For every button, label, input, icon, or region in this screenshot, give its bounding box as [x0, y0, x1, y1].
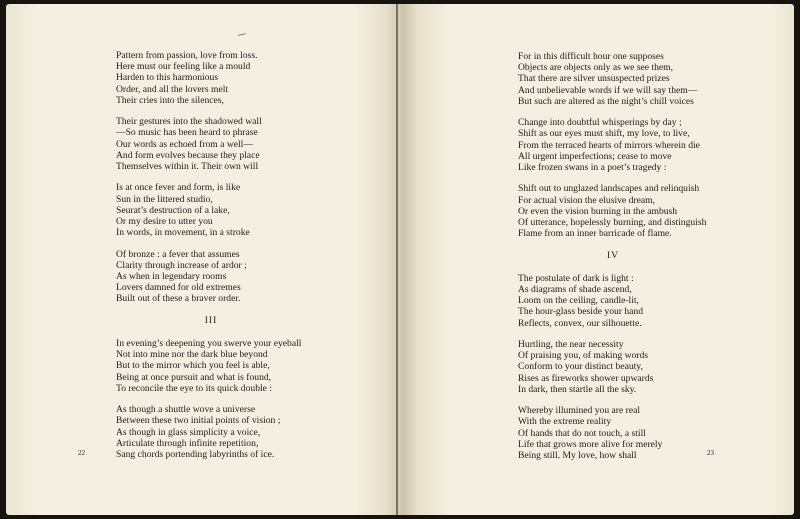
poem-line: Between these two initial points of vision ; — [116, 415, 281, 427]
poem-line: Their gestures into the shadowed wall — [116, 116, 262, 128]
stanza — [116, 249, 306, 305]
poem-line: Whereby illumined you are real — [518, 405, 641, 417]
poem-line: But to the mirror which you feel is able, — [116, 360, 270, 372]
poem-line: And unbelievable words if we will say them— — [518, 84, 698, 96]
open-book — [6, 4, 794, 515]
poem-line: Being at once pursuit and what is found, — [116, 371, 272, 383]
poem-line: From the terraced hearts of mirrors wherein die — [518, 139, 700, 151]
poem-line: The hour-glass beside your hand — [518, 306, 644, 318]
poem-line: Life that grows more alive for merely — [518, 438, 663, 450]
poem-line: As when in legendary rooms — [116, 271, 227, 283]
poem-line: Built out of these a braver order. — [116, 293, 241, 305]
poem-line: Shift as our eyes must shift, my love, to live, — [518, 128, 690, 140]
poem-line: In dark, then startle all the sky. — [518, 383, 637, 395]
poem-line: Our words as echoed from a well— — [116, 138, 253, 150]
stanza — [116, 338, 306, 394]
poem-line: Order, and all the lovers melt — [116, 83, 229, 95]
left-page-text — [116, 50, 306, 470]
poem-line: Here must our feeling like a mould — [116, 61, 251, 73]
poem-line: Pattern from passion, love from loss. — [116, 50, 258, 61]
poem-line: Reflects, convex, our silhouette. — [518, 317, 642, 329]
poem-line: In words, in movement, in a stroke — [116, 227, 250, 239]
poem-line: In evening’s deepening you swerve your eyeball — [116, 338, 302, 350]
book-gutter — [396, 4, 398, 515]
stanza — [116, 182, 306, 238]
poem-line: As though in glass simplicity a voice, — [116, 426, 261, 438]
poem-line: Is at once fever and form, is like — [116, 182, 241, 194]
right-page-number: 23 — [707, 449, 714, 457]
poem-line: Lovers damned for old extremes — [116, 282, 241, 294]
stanza — [518, 183, 708, 239]
left-page — [6, 4, 402, 515]
poem-line: Objects are objects only as we see them, — [518, 62, 674, 74]
poem-line: For in this difficult hour one supposes — [518, 51, 664, 62]
poem-line: With the extreme reality — [518, 416, 612, 428]
poem-line: Of hands that do not touch, a still — [518, 427, 646, 439]
poem-line: As diagrams of shade ascend, — [518, 284, 632, 296]
stanza — [116, 50, 306, 106]
poem-line: Rises as fireworks shower upwards — [518, 372, 654, 384]
poem-line: All urgent imperfections; cease to move — [518, 150, 672, 162]
poem-line: Conform to your distinct beauty, — [518, 361, 643, 373]
section-heading: IV — [606, 249, 620, 261]
poem-line: Harden to this harmonious — [116, 72, 219, 84]
poem-line: Clarity through increase of ardor ; — [116, 259, 247, 271]
right-page — [402, 4, 794, 515]
poem-line: Of utterance, hopelessly burning, and distinguish — [518, 217, 707, 229]
poem-line: To reconcile the eye to its quick double : — [116, 382, 272, 394]
poem-line: Loom on the ceiling, candle-lit, — [518, 295, 639, 307]
stanza — [518, 273, 708, 329]
stanza — [116, 404, 306, 460]
stanza — [116, 116, 306, 172]
poem-line: Like frozen swans in a poet’s tragedy : — [518, 162, 667, 174]
stanza — [518, 51, 708, 107]
poem-line: Seurat’s destruction of a lake, — [116, 204, 230, 216]
stanza — [518, 117, 708, 173]
poem-line: Of bronze : a fever that assumes — [116, 248, 240, 260]
poem-line: Not into mine nor the dark blue beyond — [116, 349, 268, 361]
poem-line: Being still. My love, how shall — [518, 450, 637, 462]
poem-line: Flame from an inner barricade of flame. — [518, 228, 672, 240]
section-heading: III — [204, 314, 218, 326]
right-page-text — [518, 51, 708, 471]
poem-line: —So music has been heard to phrase — [116, 127, 258, 139]
stanza — [518, 339, 708, 395]
poem-line: Hurtling, the near necessity — [518, 339, 624, 351]
poem-line: Or my desire to utter you — [116, 216, 213, 228]
poem-line: Sang chords portending labyrinths of ice. — [116, 449, 275, 461]
poem-line: And form evolves because they place — [116, 149, 260, 161]
poem-line: Or even the vision burning in the ambush — [518, 205, 678, 217]
poem-line: The postulate of dark is light : — [518, 272, 634, 284]
poem-line: Shift out to unglazed landscapes and relinquish — [518, 183, 700, 195]
poem-line: But such are altered as the night’s chill voices — [518, 95, 694, 107]
poem-line: Their cries into the silences, — [116, 94, 224, 106]
poem-line: Articulate through infinite repetition, — [116, 437, 259, 449]
pencil-mark — [238, 33, 246, 36]
poem-line: As though a shuttle wove a universe — [116, 404, 256, 416]
poem-line: Themselves within it. Their own will — [116, 161, 259, 173]
poem-line: Of praising you, of making words — [518, 350, 649, 362]
stanza — [518, 405, 708, 461]
poem-line: For actual vision the elusive dream, — [518, 194, 655, 206]
left-page-number: 22 — [78, 449, 85, 457]
poem-line: That there are silver unsuspected prizes — [518, 73, 670, 85]
poem-line: Change into doubtful whisperings by day ; — [518, 117, 682, 129]
poem-line: Sun in the littered studio, — [116, 193, 213, 205]
